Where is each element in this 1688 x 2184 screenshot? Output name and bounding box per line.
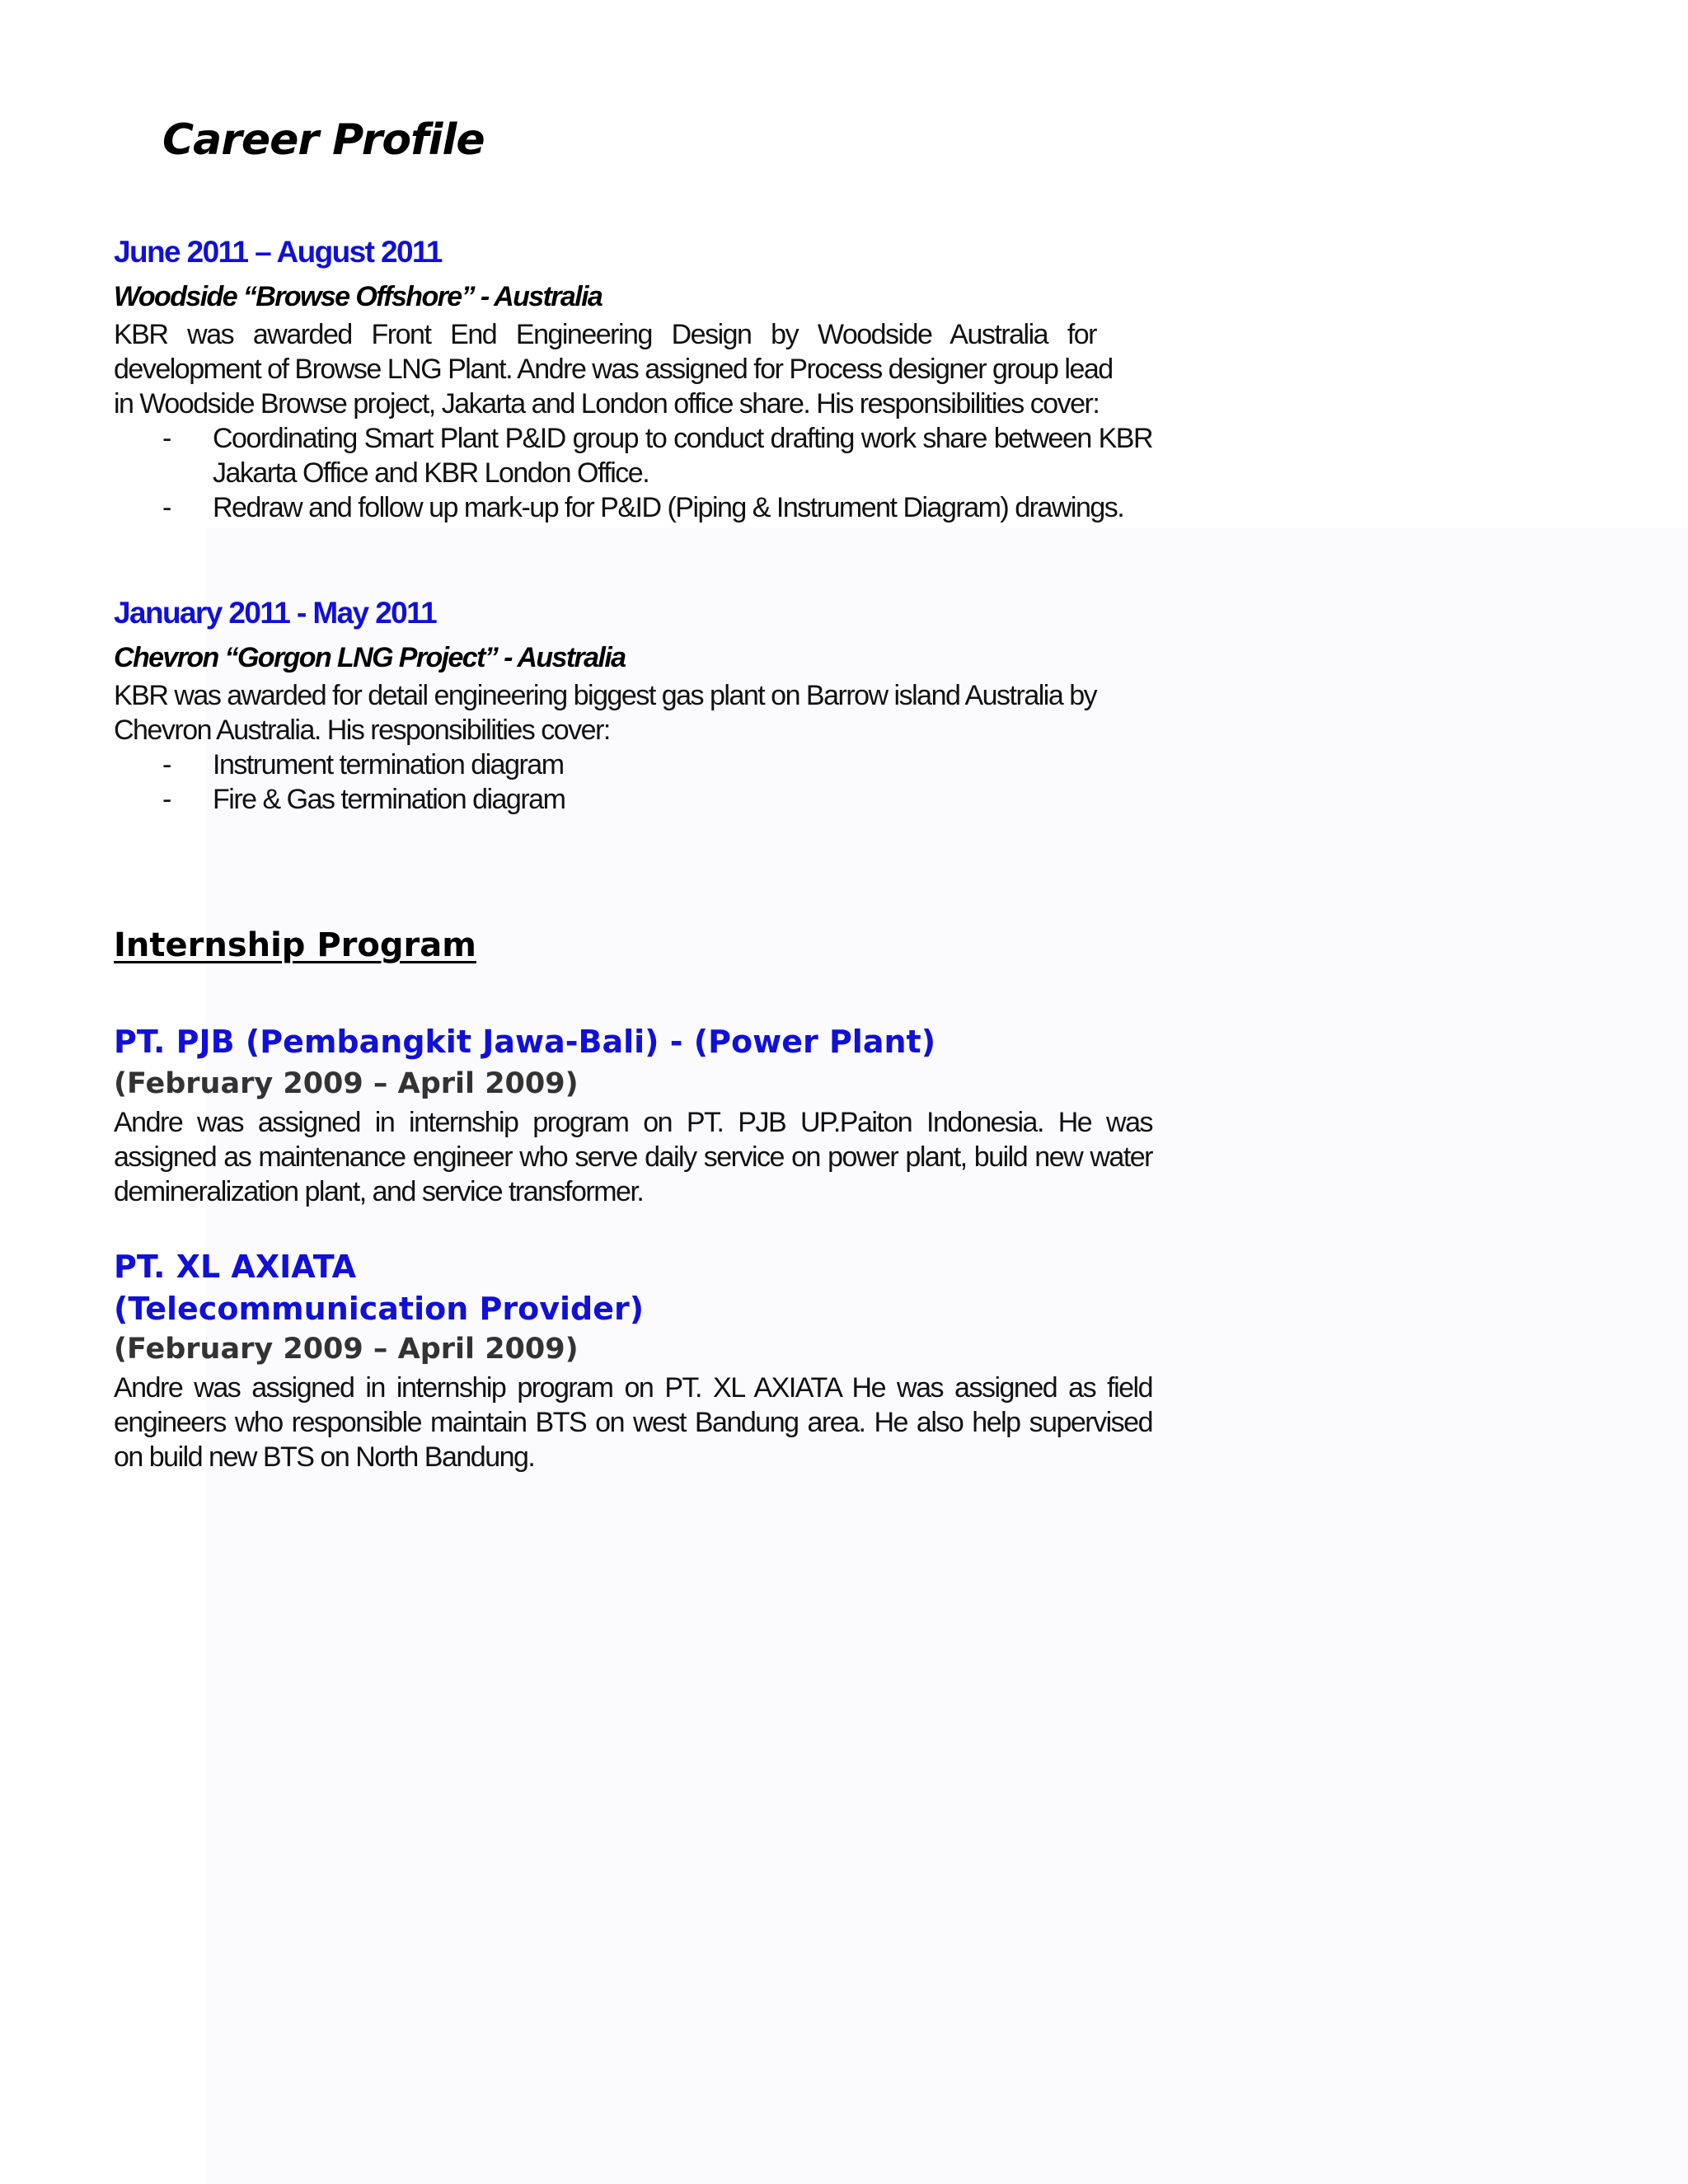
internship-heading: Internship Program (114, 926, 476, 964)
responsibility-item (114, 782, 1152, 817)
responsibility-list (114, 421, 1152, 525)
responsibility-text: Redraw and follow up mark-up for P&ID (Piping & Instrument Diagram) drawings. (213, 492, 1124, 523)
responsibility-text: Instrument termination diagram (213, 749, 564, 780)
career-employer: Woodside “Browse Offshore” - Australia (114, 281, 603, 312)
description-line: development of Browse LNG Plant. Andre was assigned for Process designer group lead (114, 354, 1113, 385)
responsibility-text: Coordinating Smart Plant P&ID group to conduct drafting work share between KBR Jakarta Office and KBR London Office. (213, 423, 1152, 489)
description-line: KBR was awarded Front End Engineering Design by Woodside Australia for (114, 319, 1096, 350)
internship-description: Andre was assigned in internship program on PT. XL AXIATA He was assigned as field engineers who responsible maintain BTS on west Bandung area. He also help supervised on build new BTS on North Bandung. (114, 1372, 1152, 1473)
description-line: KBR was awarded for detail engineering biggest gas plant on Barrow island Australia by (114, 680, 1097, 711)
career-description (114, 317, 1113, 421)
responsibility-item (114, 490, 1152, 525)
responsibility-list (114, 748, 1152, 817)
internship-period: (February 2009 – April 2009) (114, 1067, 579, 1100)
internship-title-line: PT. XL AXIATA (114, 1249, 357, 1285)
responsibility-item (114, 748, 1152, 782)
career-description (114, 678, 1096, 748)
dash-bullet: - (162, 423, 171, 454)
internship-period: (February 2009 – April 2009) (114, 1333, 579, 1366)
page-title: Career Profile (162, 115, 485, 165)
internship-title-line: PT. PJB (Pembangkit Jawa-Bali) - (Power Plant) (114, 1024, 936, 1060)
career-period: January 2011 - May 2011 (114, 596, 437, 630)
internship-title (114, 1021, 935, 1063)
internship-title-line: (Telecommunication Provider) (114, 1291, 645, 1327)
career-period: June 2011 – August 2011 (114, 235, 442, 269)
description-line: in Woodside Browse project, Jakarta and London office share. His responsibilities cover: (114, 388, 1100, 419)
dash-bullet: - (162, 492, 171, 523)
career-employer: Chevron “Gorgon LNG Project” - Australia (114, 642, 626, 673)
dash-bullet: - (162, 784, 171, 815)
description-line: Chevron Australia. His responsibilities cover: (114, 715, 610, 746)
responsibility-item (114, 421, 1152, 490)
dash-bullet: - (162, 749, 171, 780)
responsibility-text: Fire & Gas termination diagram (213, 784, 565, 815)
internship-title (114, 1246, 644, 1330)
internship-description: Andre was assigned in internship program on PT. PJB UP.Paiton Indonesia. He was assigned as maintenance engineer who serve daily service on power plant, build new water demineralization plant, and service transformer. (114, 1107, 1152, 1207)
